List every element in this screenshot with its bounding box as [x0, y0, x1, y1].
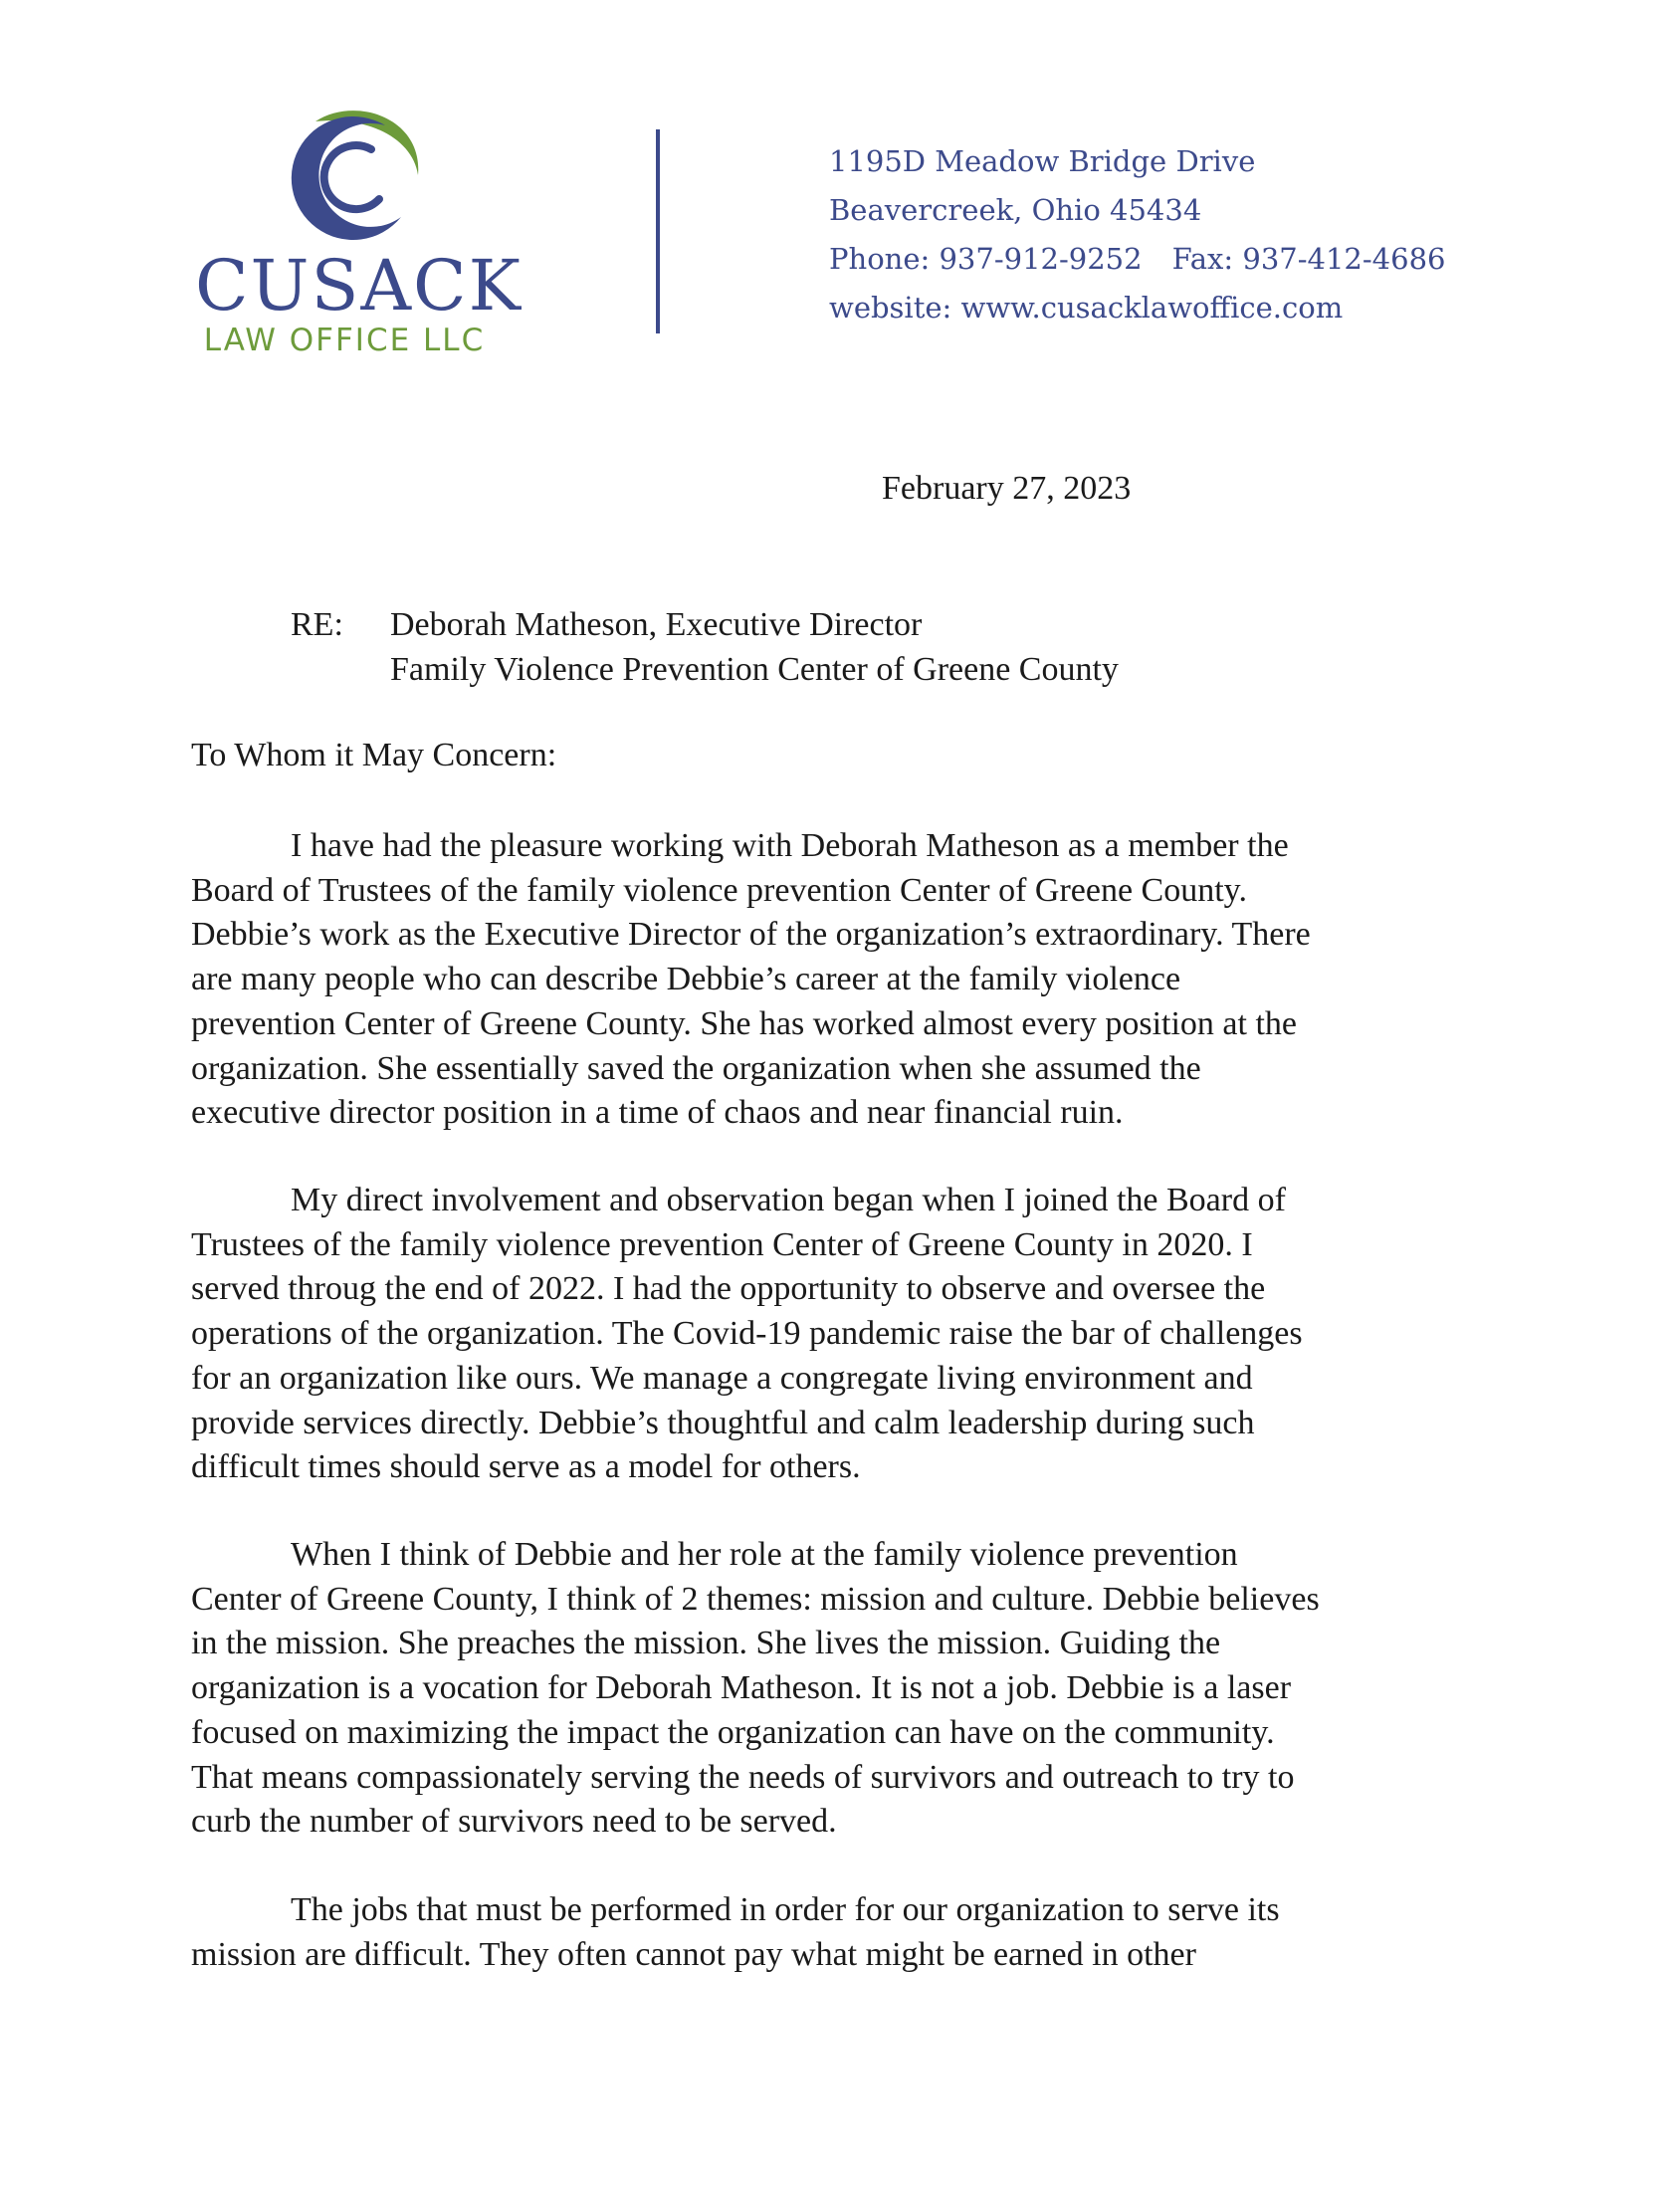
paragraph-line: The jobs that must be performed in order for our organization to serve its: [291, 1891, 1280, 1928]
paragraph-line: in the mission. She preaches the mission. She lives the mission. Guiding the: [191, 1625, 1221, 1662]
paragraph-line: are many people who can describe Debbie’s career at the family violence: [191, 961, 1181, 998]
paragraph-line: Debbie’s work as the Executive Director of the organization’s extraordinary. There: [191, 916, 1311, 954]
logo-subtitle: LAW OFFICE LLC: [203, 323, 486, 358]
paragraph-line: Center of Greene County, I think of 2 themes: mission and culture. Debbie believes: [191, 1580, 1320, 1618]
letter-date: February 27, 2023: [882, 470, 1132, 507]
contact-line: [829, 235, 1625, 284]
re-label: RE:: [291, 606, 343, 643]
header-divider: [656, 129, 660, 333]
body-paragraph-3: [191, 1533, 1515, 1845]
paragraph-line: focused on maximizing the impact the organization can have on the community.: [191, 1713, 1275, 1751]
body-paragraph-1: [191, 824, 1515, 1136]
re-lines: [390, 602, 1119, 692]
paragraph-line: That means compassionately serving the needs of survivors and outreach to try to: [191, 1758, 1295, 1796]
paragraph-line: Board of Trustees of the family violence prevention Center of Greene County.: [191, 871, 1247, 909]
paragraph-line: prevention Center of Greene County. She has worked almost every position at the: [191, 1004, 1298, 1042]
paragraph-line: mission are difficult. They often cannot pay what might be earned in other: [191, 1935, 1196, 1973]
address-block: [829, 137, 1625, 332]
paragraph-line: provide services directly. Debbie’s thoughtful and calm leadership during such: [191, 1404, 1255, 1441]
logo-name: CUSACK: [195, 245, 523, 327]
paragraph-line: difficult times should serve as a model for others.: [191, 1448, 861, 1486]
re-line-organization: Family Violence Prevention Center of Greene County: [390, 651, 1119, 688]
paragraph-line: organization. She essentially saved the organization when she assumed the: [191, 1049, 1201, 1087]
cusack-logo-icon: [274, 100, 423, 249]
phone-number: Phone: 937-912-9252: [829, 242, 1143, 276]
paragraph-line: for an organization like ours. We manage a congregate living environment and: [191, 1359, 1253, 1397]
re-line-name: Deborah Matheson, Executive Director: [390, 606, 923, 643]
paragraph-line: executive director position in a time of chaos and near financial ruin.: [191, 1094, 1124, 1132]
paragraph-line: When I think of Debbie and her role at the family violence prevention: [291, 1536, 1238, 1573]
fax-number: Fax: 937-412-4686: [1171, 242, 1446, 276]
paragraph-line: operations of the organization. The Covid-19 pandemic raise the bar of challenges: [191, 1315, 1303, 1353]
paragraph-line: Trustees of the family violence prevention Center of Greene County in 2020. I: [191, 1225, 1253, 1263]
body-paragraph-4: [191, 1888, 1515, 1977]
paragraph-line: curb the number of survivors need to be served.: [191, 1803, 837, 1841]
salutation: To Whom it May Concern:: [191, 737, 557, 773]
address-line-city: Beavercreek, Ohio 45434: [829, 193, 1202, 227]
paragraph-line: organization is a vocation for Deborah Matheson. It is not a job. Debbie is a laser: [191, 1669, 1292, 1707]
website-link[interactable]: website: www.cusacklawoffice.com: [829, 291, 1344, 325]
address-line-street: 1195D Meadow Bridge Drive: [829, 144, 1256, 178]
body-paragraph-2: [191, 1179, 1515, 1490]
paragraph-line: served throug the end of 2022. I had the opportunity to observe and oversee the: [191, 1270, 1266, 1308]
paragraph-line: My direct involvement and observation began when I joined the Board of: [291, 1182, 1286, 1218]
paragraph-line: I have had the pleasure working with Deborah Matheson as a member the: [291, 827, 1289, 864]
